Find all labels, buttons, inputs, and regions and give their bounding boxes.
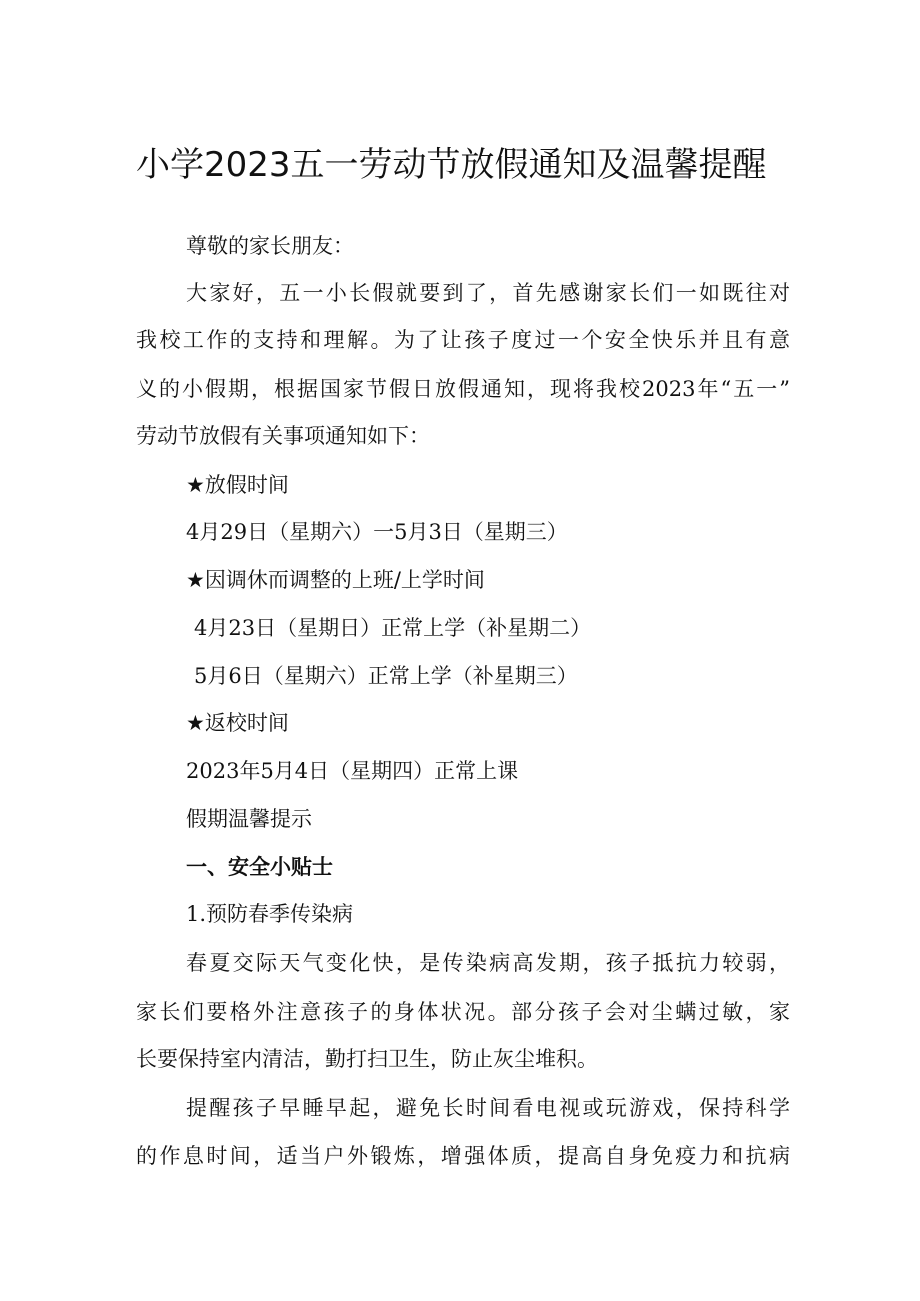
- intro-line-3: 义的小假期，根据国家节假日放假通知，现将我校2023年“五一”: [136, 377, 790, 401]
- safety-para1-line-1: 春夏交际天气变化快，是传染病高发期，孩子抵抗力较弱，: [186, 951, 790, 975]
- vacation-heading: ★放假时间: [186, 473, 289, 497]
- adjust-line-2: 5月6日（星期六）正常上学（补星期三）: [194, 664, 578, 688]
- intro-line-2: 我校工作的支持和理解。为了让孩子度过一个安全快乐并且有意: [136, 328, 790, 352]
- adjust-line-1: 4月23日（星期日）正常上学（补星期二）: [194, 616, 592, 640]
- adjust-heading: ★因调休而调整的上班/上学时间: [186, 568, 485, 592]
- tips-title: 假期温馨提示: [186, 807, 312, 831]
- safety-para2-line-1: 提醒孩子早睡早起，避免长时间看电视或玩游戏，保持科学: [186, 1096, 790, 1120]
- safety-heading: 一、安全小贴士: [186, 855, 333, 879]
- document-title: 小学2023五一劳动节放假通知及温馨提醒: [136, 145, 767, 185]
- safety-para1-line-2: 家长们要格外注意孩子的身体状况。部分孩子会对尘螨过敏，家: [136, 1000, 790, 1024]
- safety-subheading: 1.预防春季传染病: [186, 902, 354, 926]
- greeting: 尊敬的家长朋友：: [186, 234, 354, 258]
- return-date: 2023年5月4日（星期四）正常上课: [186, 759, 519, 783]
- intro-line-1: 大家好，五一小长假就要到了，首先感谢家长们一如既往对: [186, 281, 790, 305]
- safety-para1-line-3: 长要保持室内清洁，勤打扫卫生，防止灰尘堆积。: [136, 1047, 598, 1071]
- return-heading: ★返校时间: [186, 711, 289, 735]
- safety-para2-line-2: 的作息时间，适当户外锻炼，增强体质，提高自身免疫力和抗病: [136, 1144, 790, 1168]
- intro-line-4: 劳动节放假有关事项通知如下：: [136, 424, 430, 448]
- vacation-dates: 4月29日（星期六）一5月3日（星期三）: [186, 520, 568, 544]
